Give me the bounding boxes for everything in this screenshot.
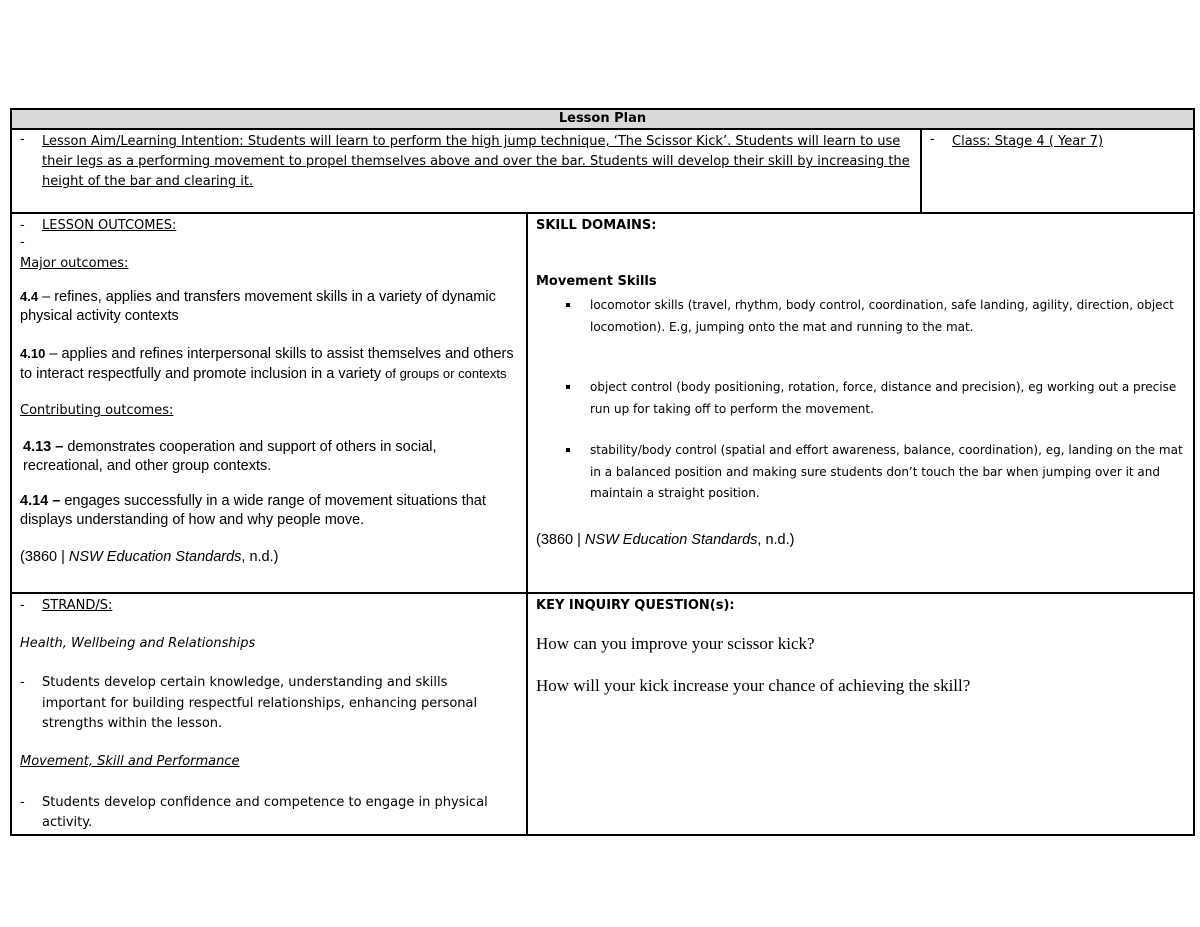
- outcome-4-13-code: 4.13 –: [23, 439, 64, 455]
- skill-item-locomotor-text: locomotor skills (travel, rhythm, body control, coordination, safe landing, agility, direction, object locomotion). E.g, jumping onto the mat and running to the mat.: [590, 298, 1174, 334]
- lesson-aim-cell: [11, 129, 921, 213]
- major-outcomes-heading: Major outcomes:: [20, 256, 129, 271]
- skill-domains-heading: SKILL DOMAINS:: [536, 218, 657, 233]
- strand-health-dash: -: [20, 675, 25, 690]
- outcome-4-13: [20, 438, 520, 476]
- outcome-4-13-text: demonstrates cooperation and support of others in social, recreational, and other group contexts.: [23, 439, 437, 474]
- lesson-outcomes-heading: LESSON OUTCOMES:: [42, 218, 177, 233]
- outcome-4-4: [20, 287, 520, 326]
- strand-movement-dash: -: [20, 794, 25, 810]
- inquiry-question-2: How will your kick increase your chance of achieving the skill?: [536, 676, 971, 695]
- strands-dash: -: [20, 598, 25, 613]
- outcomes-citation-open: (3860 |: [20, 549, 69, 565]
- outcomes-citation-close: , n.d.): [241, 549, 279, 565]
- skill-item-locomotor: [536, 295, 1187, 338]
- lesson-aim-text: Lesson Aim/Learning Intention: Students will learn to perform the high jump technique, ‘The Scissor Kick’. Students will learn to use their legs as a performing movement to propel themselves above and over the bar. Students will develop their skill by increasing the height of the bar and clearing it.: [42, 134, 910, 189]
- lesson-plan-title: Lesson Plan: [11, 109, 1194, 129]
- skills-citation-source: NSW Education Standards: [584, 531, 758, 548]
- outcome-4-4-code: 4.4: [20, 289, 39, 304]
- strand-movement-text: Students develop confidence and competence to engage in physical activity.: [42, 794, 488, 830]
- outcome-4-10: [20, 344, 520, 384]
- skills-citation-close: , n.d.): [757, 531, 795, 548]
- skills-citation: [536, 531, 1187, 550]
- skill-item-object-control: [536, 377, 1187, 420]
- class-text: Class: Stage 4 ( Year 7): [952, 134, 1104, 149]
- outcome-4-10-tail: of groups or contexts: [385, 366, 507, 381]
- outcomes-citation-source: NSW Education Standards: [68, 549, 242, 565]
- outcomes-citation: [20, 548, 520, 567]
- aim-dash: -: [20, 132, 25, 147]
- strand-health-text: Students develop certain knowledge, understanding and skills important for building respectful relationships, enhancing personal strengths within the lesson.: [42, 675, 478, 731]
- inquiry-cell: [527, 593, 1194, 835]
- movement-skills-list: [536, 295, 1187, 505]
- outcomes-dash-2: -: [20, 235, 25, 250]
- bullet-square-icon: [566, 448, 570, 452]
- outcome-4-10-sep: –: [45, 346, 62, 362]
- lesson-plan-table: [10, 108, 1195, 836]
- outcomes-dash: -: [20, 218, 25, 233]
- movement-skills-heading: Movement Skills: [536, 274, 657, 289]
- class-dash: -: [930, 132, 935, 147]
- skill-domains-cell: [527, 213, 1194, 593]
- outcome-4-10-code: 4.10: [20, 346, 46, 361]
- outcome-4-4-sep: –: [38, 289, 55, 305]
- outcome-4-14-code: 4.14 –: [20, 493, 61, 509]
- skills-citation-open: (3860 |: [536, 531, 585, 548]
- strands-cell: [11, 593, 527, 835]
- skill-item-object-control-text: object control (body positioning, rotation, force, distance and precision), eg working out a precise run up for taking off to perform the movement.: [590, 380, 1177, 416]
- lesson-outcomes-cell: [11, 213, 527, 593]
- contributing-outcomes-heading: Contributing outcomes:: [20, 403, 174, 418]
- class-cell: [921, 129, 1194, 213]
- strand-health-heading: Health, Wellbeing and Relationships: [20, 636, 256, 651]
- bullet-square-icon: [566, 303, 570, 307]
- skill-item-stability-text: stability/body control (spatial and effort awareness, balance, coordination), eg, landing on the mat in a balanced position and making sure students don’t touch the bar when jumping over it and maintain a straight position.: [590, 443, 1183, 500]
- strands-heading: STRAND/S:: [42, 598, 113, 613]
- outcome-4-10-text: applies and refines interpersonal skills to assist themselves and others to interact respectfully and promote inclusion in a variety: [20, 346, 514, 382]
- outcome-4-14-text: engages successfully in a wide range of movement situations that displays understanding of how and why people move.: [20, 493, 486, 528]
- inquiry-question-1: How can you improve your scissor kick?: [536, 634, 815, 653]
- outcome-4-4-text: refines, applies and transfers movement skills in a variety of dynamic physical activity contexts: [20, 289, 496, 324]
- skill-item-stability: [536, 440, 1187, 505]
- inquiry-heading: KEY INQUIRY QUESTION(s):: [536, 598, 735, 613]
- bullet-square-icon: [566, 385, 570, 389]
- strand-movement-heading: Movement, Skill and Performance: [20, 753, 240, 769]
- outcome-4-14: [20, 492, 520, 530]
